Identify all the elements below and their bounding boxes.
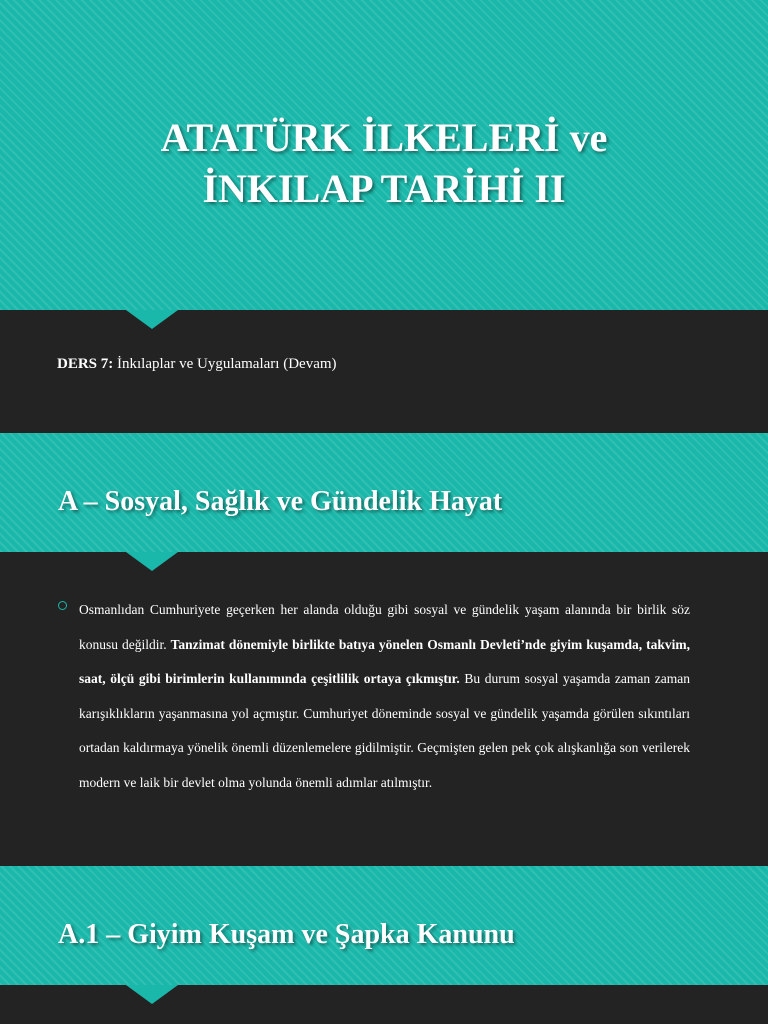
main-title-line-1: ATATÜRK İLKELERİ ve (160, 115, 608, 160)
section-a1-body (0, 985, 768, 1024)
header-notch (126, 985, 178, 1004)
circle-bullet-icon (58, 601, 67, 610)
paragraph-text-2: Bu durum sosyal yaşamda zaman zaman karışıklıkların yaşanmasına yol açmıştır. Cumhuriyet döneminde sosyal ve gündelik yaşamda görülen sıkıntıları ortadan kaldırmaya yönelik önemli düzenlemelere gidilmiştir. Geçmişten gelen pek çok alışkanlığa son verilerek modern ve laik bir devlet olma yolunda önemli adımlar atılmıştır. (79, 671, 690, 790)
bullet-paragraph (79, 593, 690, 800)
section-a-title: A – Sosyal, Sağlık ve Gündelik Hayat (58, 486, 503, 517)
paragraph-text-1: Osmanlıdan Cumhuriyete geçerken her alanda olduğu gibi sosyal ve gündelik yaşam alanında bir birlik söz konusu değildir. (79, 602, 690, 652)
header-notch (126, 552, 178, 571)
main-title (0, 112, 768, 214)
lesson-topic: İnkılaplar ve Uygulamaları (Devam) (113, 356, 337, 372)
header-notch (126, 310, 178, 329)
main-title-line-2: İNKILAP TARİHİ II (202, 166, 566, 211)
paragraph-bold-text: Tanzimat dönemiyle birlikte batıya yönelen Osmanlı Devleti’nde giyim kuşamda, takvim, saat, ölçü gibi birimlerin kullanımında çeşitlilik ortaya çıkmıştır. (79, 636, 690, 686)
lesson-number: DERS 7: (57, 356, 114, 372)
lesson-subtitle (57, 356, 337, 373)
bullet-item (58, 593, 690, 800)
section-a1-title: A.1 – Giyim Kuşam ve Şapka Kanunu (58, 919, 515, 950)
